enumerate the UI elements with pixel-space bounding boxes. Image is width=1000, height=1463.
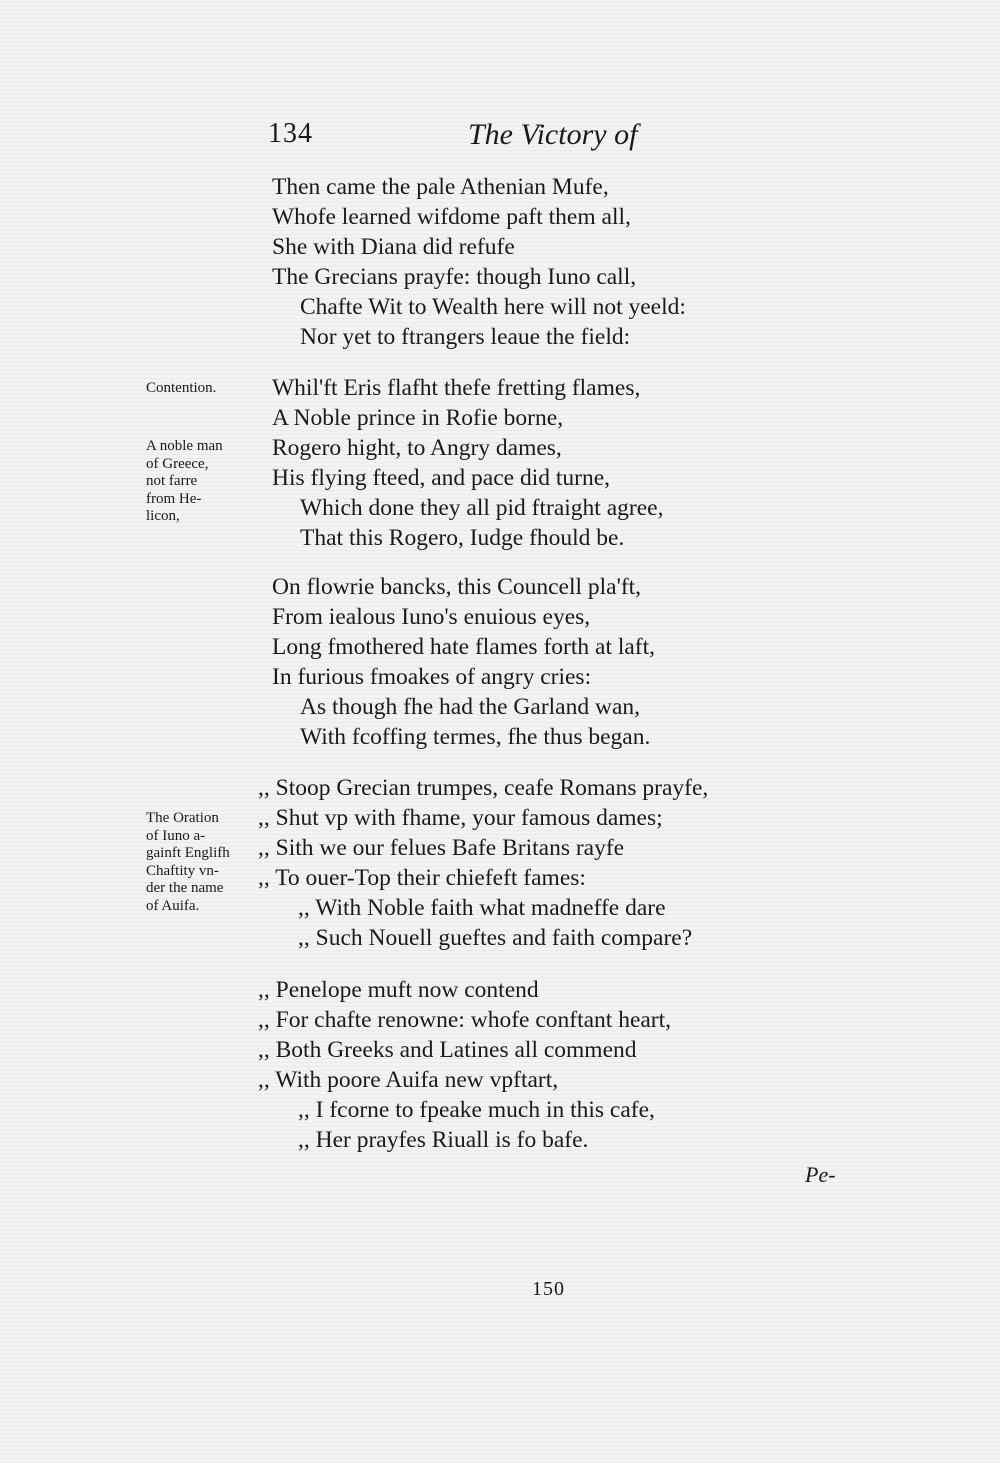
stanza-5 [258, 975, 872, 1155]
side-note-noble-man: A noble man of Greece, not farre from He- licon, [146, 438, 223, 524]
stanza-4 [258, 773, 872, 953]
stanza-1 [272, 172, 872, 352]
verse-line: Rogero hight, to Angry dames, [272, 435, 562, 461]
verse-line: Then came the pale Athenian Mufe, [272, 174, 609, 200]
verse-line: ,, With poore Auifa new vpftart, [258, 1067, 559, 1093]
verse-line: That this Rogero, Iudge fhould be. [300, 525, 625, 551]
folio-number: 150 [532, 1278, 565, 1300]
stanza-2 [272, 373, 872, 553]
verse-line: In furious fmoakes of angry cries: [272, 664, 592, 690]
stanza-3 [272, 572, 872, 752]
verse-line: ,, Sith we our felues Bafe Britans rayfe [258, 835, 625, 861]
verse-line: The Grecians prayfe: though Iuno call, [272, 264, 637, 290]
verse-line: ,, Stoop Grecian trumpes, ceafe Romans prayfe, [258, 775, 709, 801]
verse-line: With fcoffing termes, fhe thus began. [300, 724, 651, 750]
verse-line: Chafte Wit to Wealth here will not yeeld: [300, 294, 686, 320]
verse-line: ,, For chafte renowne: whofe conftant heart, [258, 1007, 672, 1033]
catchword: Pe- [805, 1162, 836, 1187]
verse-line: As though fhe had the Garland wan, [300, 694, 641, 720]
verse-line: On flowrie bancks, this Councell pla'ft, [272, 574, 642, 600]
verse-line: ,, With Noble faith what madneffe dare [298, 895, 666, 921]
page-number: 134 [268, 118, 313, 149]
running-title: The Victory of [468, 118, 638, 151]
verse-line: His flying fteed, and pace did turne, [272, 465, 611, 491]
side-note-contention: Contention. [146, 380, 217, 396]
verse-line: Long fmothered hate flames forth at laft, [272, 634, 656, 660]
side-note-oration: The Oration of Iuno a- gainft Englifh Chaftity vn- der the name of Auifa. [146, 810, 230, 914]
verse-line: ,, Her prayfes Riuall is fo bafe. [298, 1127, 589, 1153]
verse-line: Whil'ft Eris flafht thefe fretting flames, [272, 375, 641, 401]
verse-line: A Noble prince in Rofie borne, [272, 405, 564, 431]
verse-line: ,, Both Greeks and Latines all commend [258, 1037, 637, 1063]
verse-line: From iealous Iuno's enuious eyes, [272, 604, 591, 630]
verse-line: ,, I fcorne to fpeake much in this cafe, [298, 1097, 655, 1123]
verse-line: ,, Such Nouell gueftes and faith compare? [298, 925, 693, 951]
verse-line: ,, To ouer-Top their chiefeft fames: [258, 865, 586, 891]
verse-line: Whofe learned wifdome paft them all, [272, 204, 631, 230]
running-head [268, 118, 828, 158]
verse-line: ,, Shut vp with fhame, your famous dames; [258, 805, 663, 831]
verse-line: Nor yet to ftrangers leaue the field: [300, 324, 631, 350]
verse-line: Which done they all pid ftraight agree, [300, 495, 664, 521]
verse-line: ,, Penelope muft now contend [258, 977, 539, 1003]
verse-line: She with Diana did refufe [272, 234, 515, 260]
